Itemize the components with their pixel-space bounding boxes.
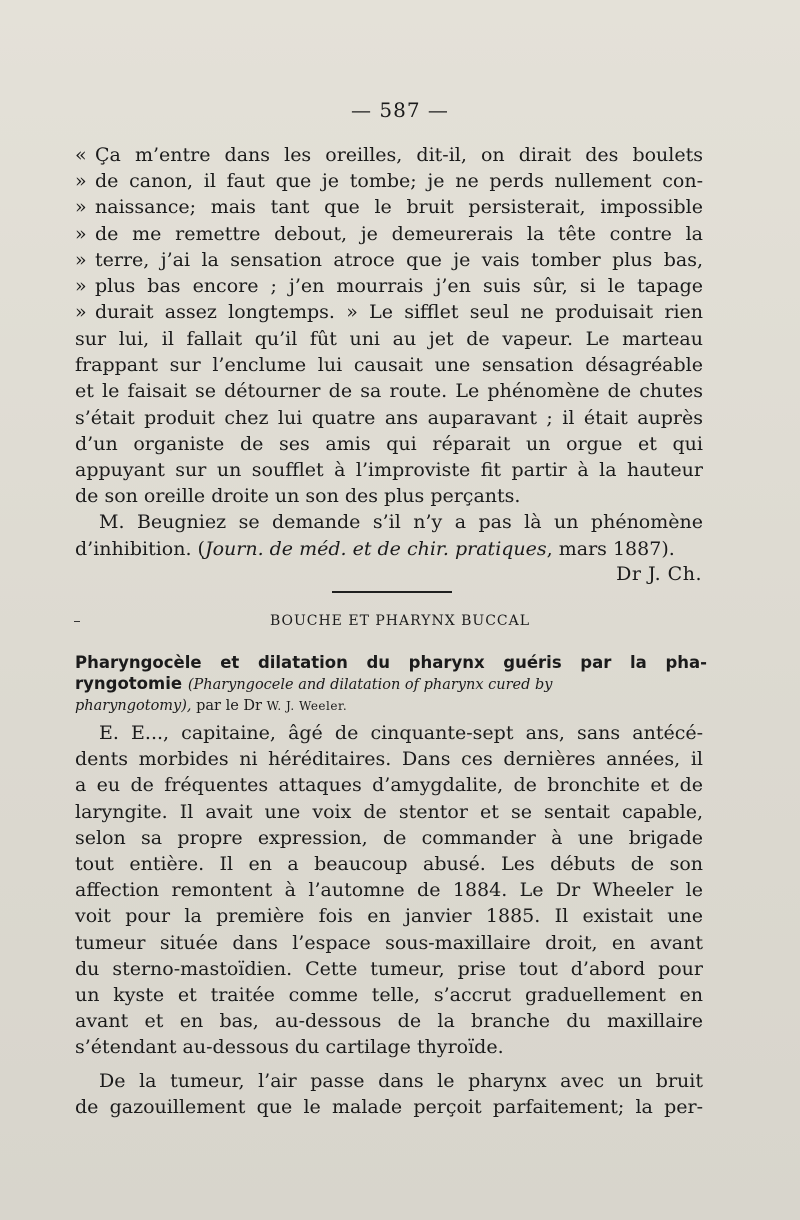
- article-title-english: (Pharyngocele and dilatation of pharynx cured by: [187, 677, 553, 693]
- text-line: [75, 536, 703, 562]
- quote-line-text: de canon, il faut que je tombe; je ne perds nullement con-: [95, 170, 703, 193]
- article-title: [75, 652, 707, 717]
- article-title-line: [75, 696, 707, 717]
- text-line: tout entière. Il en a beaucoup abusé. Les débuts de son: [75, 853, 703, 876]
- article-author: W. J. Weeler.: [266, 699, 348, 713]
- quote-line: [75, 221, 703, 247]
- article-title-line: [75, 673, 707, 696]
- text-line: M. Beugniez se demande s’il n’y a pas là un phénomène: [99, 511, 703, 534]
- text-span: , mars 1887).: [546, 537, 675, 560]
- signature: Dr J. Ch.: [616, 563, 702, 585]
- text-line: s’était produit chez lui quatre ans auparavant ; il était auprès: [75, 406, 703, 429]
- text-line: affection remontent à l’automne de 1884. Le Dr Wheeler le: [75, 879, 703, 902]
- quote-cont-mark: »: [75, 301, 87, 324]
- text-line: un kyste et traitée comme telle, s’accrut graduellement en: [75, 984, 703, 1007]
- text-line: avant et en bas, au-dessous de la branche du maxillaire: [75, 1010, 703, 1033]
- quote-line: [75, 142, 703, 168]
- paragraph-1: [75, 326, 703, 562]
- quote-line-text: Ça m’entre dans les oreilles, dit-il, on dirait des boulets: [95, 144, 703, 166]
- text-line: selon sa propre expression, de commander à une brigade: [75, 826, 703, 849]
- separator-rule: [332, 591, 452, 593]
- text-line: d’un organiste de ses amis qui réparait un orgue et qui: [75, 432, 703, 455]
- text-line: dents morbides ni héréditaires. Dans ces dernières années, il: [75, 748, 703, 771]
- quote-line: [75, 273, 703, 299]
- article-title-bold: ryngotomie: [75, 674, 183, 693]
- text-line: tumeur située dans l’espace sous-maxillaire droit, en avant: [75, 931, 703, 954]
- text-line: appuyant sur un soufflet à l’improviste fit partir à la hauteur: [75, 459, 703, 482]
- quote-cont-mark: »: [75, 275, 87, 298]
- quote-cont-mark: »: [75, 222, 87, 245]
- text-line: et le faisait se détourner de sa route. Le phénomène de chutes: [75, 380, 703, 403]
- page-number: — 587 —: [351, 98, 449, 122]
- quote-line-text: de me remettre debout, je demeurerais la tête contre la: [95, 222, 703, 245]
- quote-line: [75, 299, 703, 325]
- text-line: a eu de fréquentes attaques d’amygdalite, de bronchite et de: [75, 774, 703, 797]
- quote-line-text: durait assez longtemps. » Le sifflet seul ne produisait rien: [95, 301, 703, 324]
- text-line: s’étendant au-dessous du cartilage thyroïde.: [75, 1036, 504, 1059]
- text-line: De la tumeur, l’air passe dans le pharynx avec un bruit: [99, 1070, 703, 1092]
- quote-line-text: plus bas encore ; j’en mourrais j’en suis sûr, si le tapage: [95, 275, 703, 298]
- text-line: de gazouillement que le malade perçoit parfaitement; la per-: [75, 1096, 703, 1119]
- quotation-block: [75, 142, 703, 325]
- quote-cont-mark: »: [75, 170, 87, 193]
- text-line: laryngite. Il avait une voix de stentor et se sentait capable,: [75, 800, 703, 823]
- paragraph-4: [75, 1068, 703, 1120]
- text-line: de son oreille droite un son des plus perçants.: [75, 485, 521, 508]
- article-title-english: pharyngotomy),: [75, 698, 192, 714]
- text-line: frappant sur l’enclume lui causait une sensation désagréable: [75, 354, 703, 377]
- article-title-line: Pharyngocèle et dilatation du pharynx guéris par la pha-: [75, 653, 707, 672]
- quote-line: [75, 194, 703, 220]
- paragraph-3: [75, 720, 703, 1061]
- quote-line: [75, 247, 703, 273]
- quote-open-mark: «: [75, 144, 87, 166]
- section-title: BOUCHE ET PHARYNX BUCCAL: [269, 613, 531, 629]
- quote-line-text: naissance; mais tant que le bruit persisterait, impossible: [95, 196, 703, 219]
- text-line: voit pour la première fois en janvier 1885. Il existait une: [75, 905, 703, 928]
- text-line: E. E..., capitaine, âgé de cinquante-sept ans, sans antécé-: [99, 722, 703, 744]
- quote-line: [75, 168, 703, 194]
- text-span: d’inhibition. (: [75, 537, 205, 560]
- journal-citation: Journ. de méd. et de chir. pratiques: [204, 537, 547, 560]
- quote-cont-mark: »: [75, 196, 87, 219]
- quote-line-text: terre, j’ai la sensation atroce que je vais tomber plus bas,: [95, 248, 703, 271]
- quote-cont-mark: »: [75, 248, 87, 271]
- text-line: sur lui, il fallait qu’il fût uni au jet de vapeur. Le marteau: [75, 328, 703, 350]
- article-byline: par le Dr: [196, 698, 262, 714]
- text-line: du sterno-mastoïdien. Cette tumeur, prise tout d’abord pour: [75, 957, 703, 980]
